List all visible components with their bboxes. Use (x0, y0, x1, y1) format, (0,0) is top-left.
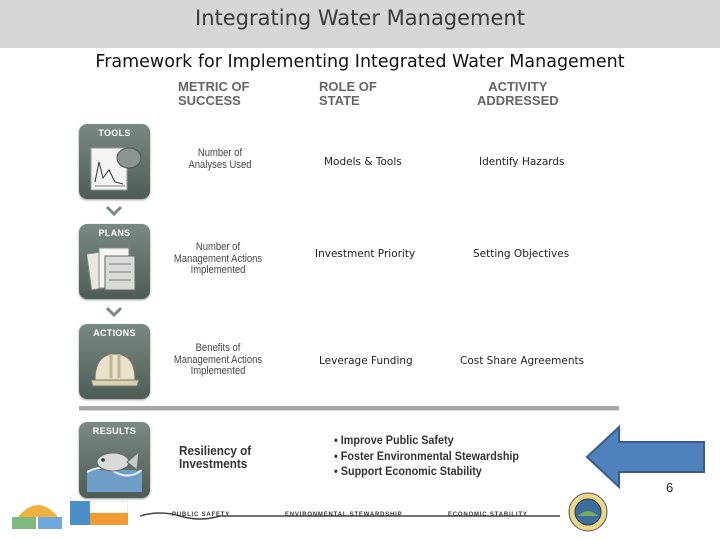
metric-line: Analyses Used (188, 158, 252, 171)
metric-line: Implemented (190, 365, 246, 377)
bullet-item: • Foster Environmental Stewardship (334, 448, 520, 463)
metric-text (179, 148, 262, 171)
stage-tile-results (79, 422, 150, 498)
results-bullets (334, 433, 519, 480)
partner-logo-icon (70, 501, 128, 525)
slide-subtitle: Framework for Implementing Integrated Water Management (95, 52, 625, 72)
stage-tile-actions (79, 324, 150, 399)
metric-line: Management Actions (173, 353, 263, 366)
slide-title: Integrating Water Management (195, 6, 525, 30)
metric-text (170, 242, 266, 277)
stage-tile-tools (79, 124, 150, 199)
page-number: 6 (666, 480, 674, 495)
activity-cell: Identify Hazards (479, 156, 565, 168)
footer-item: ECONOMIC STABILITY (448, 512, 528, 518)
section-divider (79, 406, 619, 411)
results-title-line: Resiliency of (179, 443, 252, 458)
hard-hat-icon (87, 342, 142, 394)
activity-cell: Cost Share Agreements (460, 355, 585, 367)
left-arrow-icon (585, 424, 707, 490)
stage-label: PLANS (98, 228, 131, 238)
stage-tile-plans (79, 224, 150, 299)
metric-line: Number of (195, 241, 241, 253)
column-header-metric-line: SUCCESS (178, 93, 241, 108)
footer-item: PUBLIC SAFETY (172, 512, 231, 518)
activity-cell: Setting Objectives (473, 248, 570, 260)
results-title-line: Investments (179, 456, 248, 471)
bullet-item: • Improve Public Safety (334, 433, 454, 447)
metric-line: Benefits of (195, 342, 241, 354)
metric-line: Implemented (190, 264, 246, 276)
role-cell: Models & Tools (324, 156, 402, 168)
bullet-item: • Support Economic Stability (334, 464, 482, 478)
role-cell: Leverage Funding (319, 355, 413, 367)
stage-label: RESULTS (92, 426, 137, 436)
chevron-down-icon (106, 205, 122, 217)
column-header-role (319, 80, 377, 108)
stage-label: TOOLS (98, 128, 131, 138)
stage-label: ACTIONS (93, 328, 136, 338)
fish-icon (87, 440, 142, 492)
column-header-activity (477, 80, 559, 108)
metric-line: Number of (197, 147, 243, 159)
results-title (179, 444, 251, 470)
role-cell: Investment Priority (315, 248, 416, 260)
chart-icon (87, 142, 142, 194)
column-header-metric-line: METRIC OF (178, 79, 250, 94)
column-header-role-line: STATE (319, 93, 360, 108)
column-header-metric (178, 80, 250, 108)
column-header-activity-line: ADDRESSED (477, 93, 559, 108)
partner-logo-icon (10, 497, 66, 531)
chevron-down-icon (106, 306, 122, 318)
metric-line: Management Actions (173, 252, 263, 265)
metric-text (170, 343, 266, 378)
column-header-activity-line: ACTIVITY (488, 79, 548, 94)
documents-icon (87, 242, 142, 294)
column-header-role-line: ROLE OF (319, 79, 377, 94)
footer-item: ENVIRONMENTAL STEWARDSHIP (285, 512, 403, 518)
agency-seal-icon (568, 492, 608, 532)
